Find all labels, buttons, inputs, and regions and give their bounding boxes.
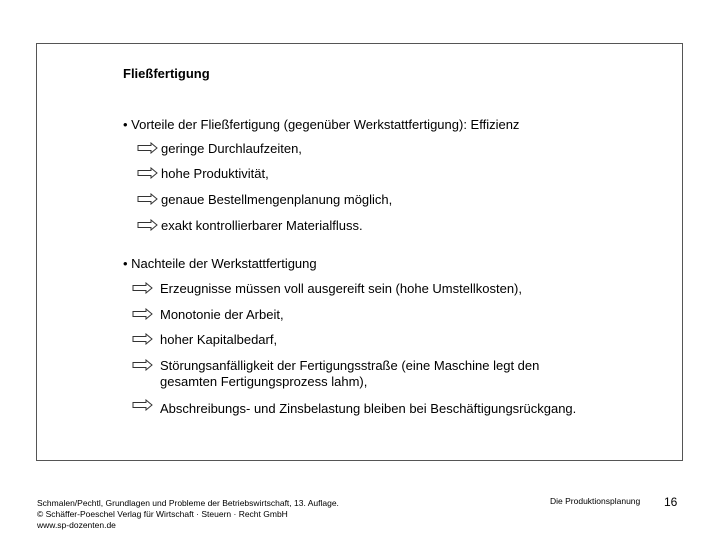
right-arrow-icon [137,193,159,205]
list-item: Erzeugnisse müssen voll ausgereift sein (hohe Umstellkosten), [160,281,523,296]
right-arrow-icon [132,359,154,371]
list-item: Monotonie der Arbeit, [160,307,284,322]
list-item: geringe Durchlaufzeiten, [161,141,302,156]
right-arrow-icon [132,399,154,411]
list-item: exakt kontrollierbarer Materialfluss. [161,218,363,233]
right-arrow-icon [137,219,159,231]
right-arrow-icon [132,282,154,294]
footer-citation [37,498,339,531]
page-number: 16 [664,495,678,509]
slide-title: Fließfertigung [123,66,210,81]
list-item: hohe Produktivität, [161,166,269,181]
section-vorteile-heading: • Vorteile der Fließfertigung (gegenüber Werkstattfertigung): Effizienz [123,117,520,132]
right-arrow-icon [132,333,154,345]
citation-line: Schmalen/Pechtl, Grundlagen und Probleme der Betriebswirtschaft, 13. Auflage. [37,498,339,508]
citation-line: www.sp-dozenten.de [37,520,116,530]
list-item: hoher Kapitalbedarf, [160,332,278,347]
list-item: Störungsanfälligkeit der Fertigungsstraße (eine Maschine legt den gesamten Fertigungsprozess lahm), [160,358,540,389]
right-arrow-icon [137,167,159,179]
right-arrow-icon [137,142,159,154]
section-nachteile-heading: • Nachteile der Werkstattfertigung [123,256,317,271]
list-item: genaue Bestellmengenplanung möglich, [161,192,393,207]
list-item: Abschreibungs- und Zinsbelastung bleiben bei Beschäftigungsrückgang. [160,401,577,416]
chapter-label: Die Produktionsplanung [550,496,641,506]
citation-line: © Schäffer-Poeschel Verlag für Wirtschaft · Steuern · Recht GmbH [37,509,288,519]
right-arrow-icon [132,308,154,320]
